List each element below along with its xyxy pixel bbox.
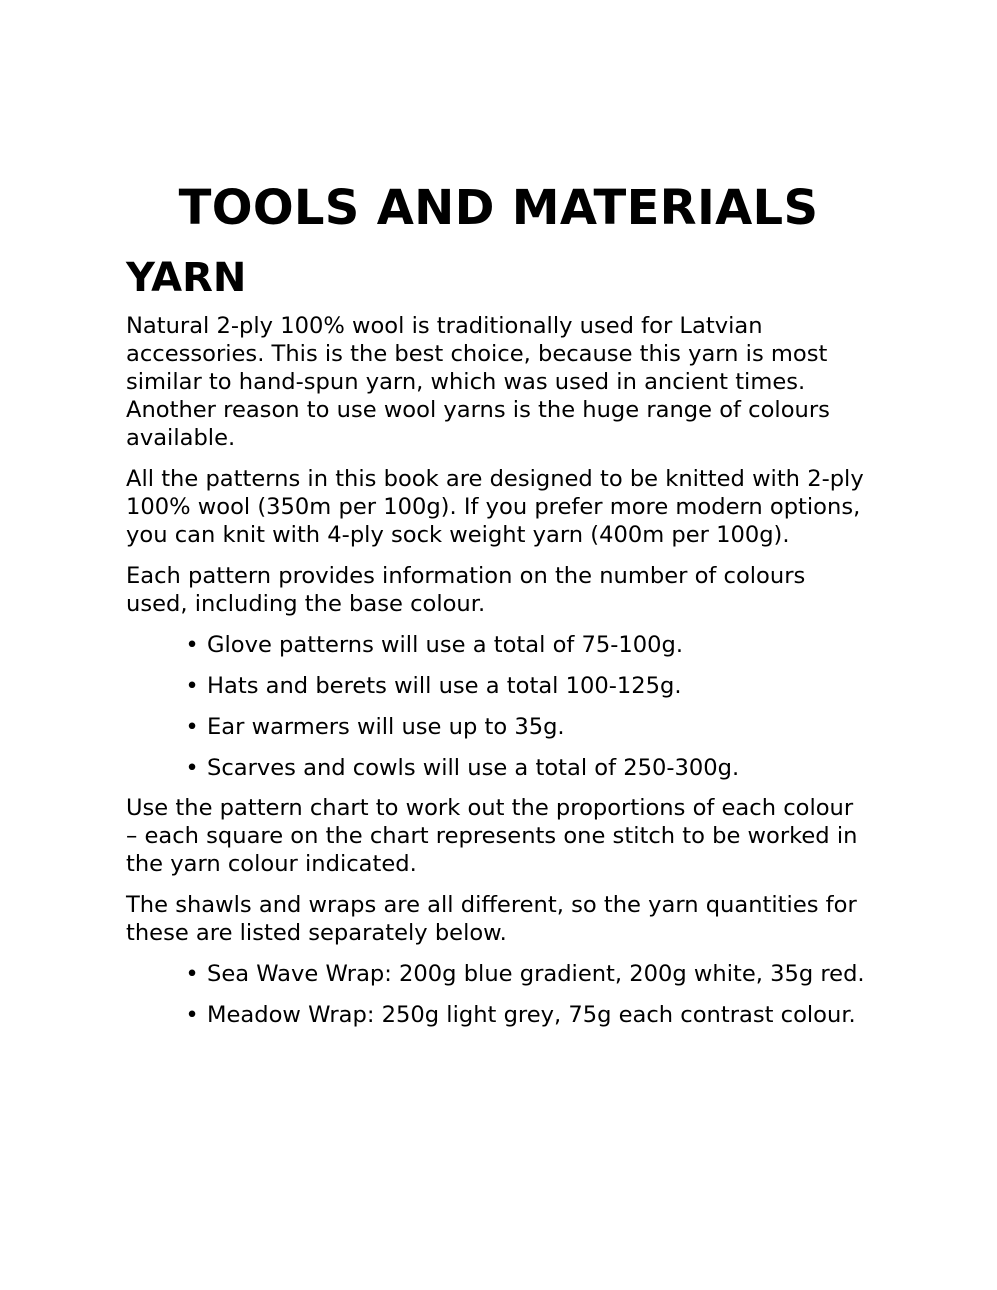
list-item-text: Hats and berets will use a total 100-125g. <box>207 673 682 699</box>
list-item <box>185 1001 868 1029</box>
paragraph-chart: Use the pattern chart to work out the proportions of each colour – each square on the chart represents one stitch to be worked in the yarn colour indicated. <box>126 795 858 877</box>
bullet-icon: • <box>185 714 199 740</box>
list-item-text: Sea Wave Wrap: 200g blue gradient, 200g white, 35g red. <box>207 961 865 987</box>
list-item-text: Meadow Wrap: 250g light grey, 75g each contrast colour. <box>207 1002 856 1028</box>
list-item-text: Ear warmers will use up to 35g. <box>207 714 565 740</box>
list-item-text: Scarves and cowls will use a total of 250-300g. <box>207 755 740 781</box>
list-item <box>185 631 868 659</box>
list-item <box>185 960 868 988</box>
list-item-text: Glove patterns will use a total of 75-100g. <box>207 632 684 658</box>
bullet-icon: • <box>185 1002 199 1028</box>
bullet-icon: • <box>185 755 199 781</box>
paragraph-patterns: All the patterns in this book are designed to be knitted with 2-ply 100% wool (350m per 100g). If you prefer more modern options, you can knit with 4-ply sock weight yarn (400m per 100g). <box>126 466 864 548</box>
paragraph-intro: Natural 2-ply 100% wool is traditionally used for Latvian accessories. This is the best choice, because this yarn is most similar to hand-spun yarn, which was used in ancient times. Another reason to use wool yarns is the huge range of colours available. <box>126 313 830 451</box>
page-title: TOOLS AND MATERIALS <box>178 180 819 236</box>
paragraph-shawls: The shawls and wraps are all different, so the yarn quantities for these are listed separately below. <box>126 892 857 946</box>
document-page <box>126 178 868 1041</box>
list-item <box>185 672 868 700</box>
wraps-list <box>126 960 868 1029</box>
quantities-list <box>126 631 868 782</box>
bullet-icon: • <box>185 961 199 987</box>
bullet-icon: • <box>185 673 199 699</box>
paragraph-colours: Each pattern provides information on the number of colours used, including the base colour. <box>126 563 806 617</box>
list-item <box>185 713 868 741</box>
bullet-icon: • <box>185 632 199 658</box>
section-heading-yarn: YARN <box>126 255 247 301</box>
list-item <box>185 754 868 782</box>
